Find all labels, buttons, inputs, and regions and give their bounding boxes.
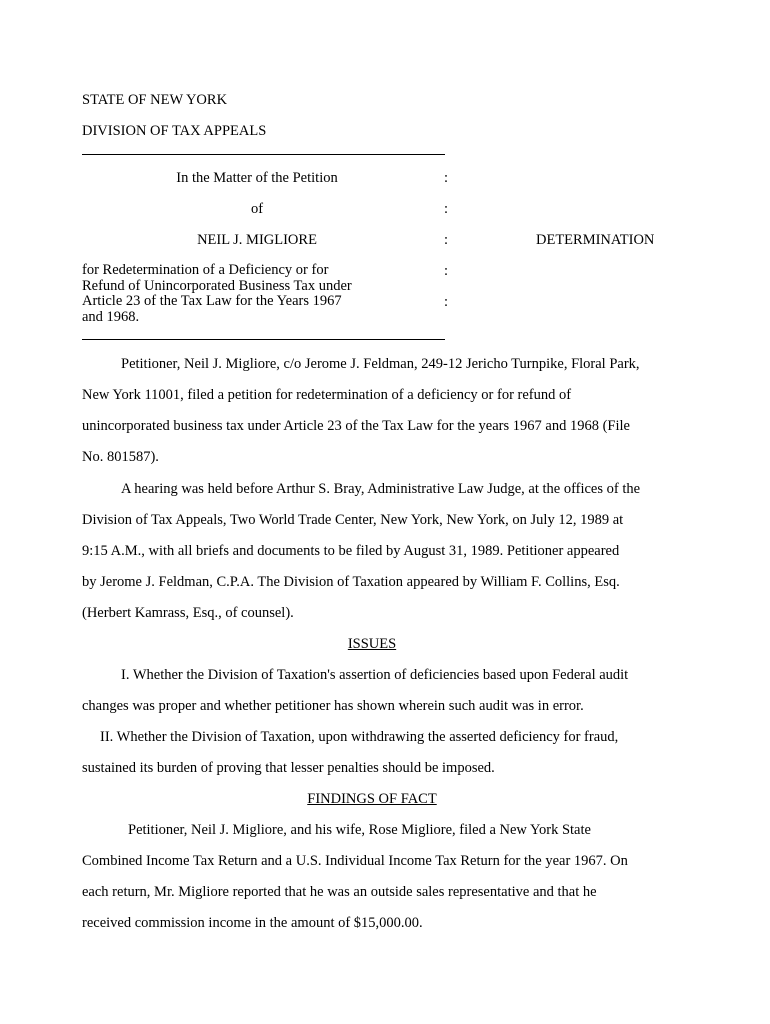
caption-colon: :	[444, 232, 449, 248]
caption-description-line: Refund of Unincorporated Business Tax under	[82, 277, 352, 294]
body-line: by Jerome J. Feldman, C.P.A. The Division of Taxation appeared by William F. Collins, Esq.	[82, 574, 620, 590]
caption-colon: :	[444, 294, 449, 310]
findings-heading: FINDINGS OF FACT	[307, 791, 437, 807]
division-heading: DIVISION OF TAX APPEALS	[82, 123, 267, 139]
finding-line: received commission income in the amount of $15,000.00.	[82, 915, 423, 931]
issue-line: I. Whether the Division of Taxation's assertion of deficiencies based upon Federal audit	[121, 667, 629, 683]
caption-colon: :	[444, 263, 449, 279]
body-line: New York 11001, filed a petition for redetermination of a deficiency or for refund of	[82, 387, 572, 403]
caption-colon: :	[444, 170, 449, 186]
caption-colon: :	[444, 201, 449, 217]
issue-line: changes was proper and whether petitioner has shown wherein such audit was in error.	[82, 698, 584, 714]
caption-top-rule	[82, 154, 445, 155]
caption-description-line: and 1968.	[82, 308, 140, 325]
caption-description-line: for Redetermination of a Deficiency or for	[82, 262, 329, 278]
state-heading: STATE OF NEW YORK	[82, 92, 228, 108]
finding-line: Petitioner, Neil J. Migliore, and his wife, Rose Migliore, filed a New York State	[128, 822, 591, 838]
body-line: Petitioner, Neil J. Migliore, c/o Jerome J. Feldman, 249-12 Jericho Turnpike, Floral Park,	[121, 356, 640, 372]
issue-line: sustained its burden of proving that lesser penalties should be imposed.	[82, 760, 495, 776]
body-line: (Herbert Kamrass, Esq., of counsel).	[82, 605, 294, 621]
issue-line: II. Whether the Division of Taxation, upon withdrawing the asserted deficiency for fraud,	[100, 729, 619, 745]
body-line: No. 801587).	[82, 449, 159, 465]
body-line: unincorporated business tax under Article 23 of the Tax Law for the years 1967 and 1968 (File	[82, 418, 630, 434]
caption-description	[82, 263, 422, 325]
issues-heading: ISSUES	[347, 636, 397, 652]
caption-of: of	[250, 201, 264, 217]
caption-description-line: Article 23 of the Tax Law for the Years 1967	[82, 293, 342, 309]
body-line: 9:15 A.M., with all briefs and documents to be filed by August 31, 1989. Petitioner appeared	[82, 543, 620, 559]
caption-matter: In the Matter of the Petition	[176, 170, 338, 186]
body-line: A hearing was held before Arthur S. Bray, Administrative Law Judge, at the offices of the	[121, 481, 641, 497]
finding-line: each return, Mr. Migliore reported that he was an outside sales representative and that he	[82, 884, 597, 900]
caption-petitioner-name: NEIL J. MIGLIORE	[197, 232, 317, 248]
determination-title: DETERMINATION	[536, 232, 655, 248]
finding-line: Combined Income Tax Return and a U.S. Individual Income Tax Return for the year 1967. On	[82, 853, 628, 869]
caption-bottom-rule	[82, 339, 445, 340]
body-line: Division of Tax Appeals, Two World Trade Center, New York, New York, on July 12, 1989 at	[82, 512, 624, 528]
